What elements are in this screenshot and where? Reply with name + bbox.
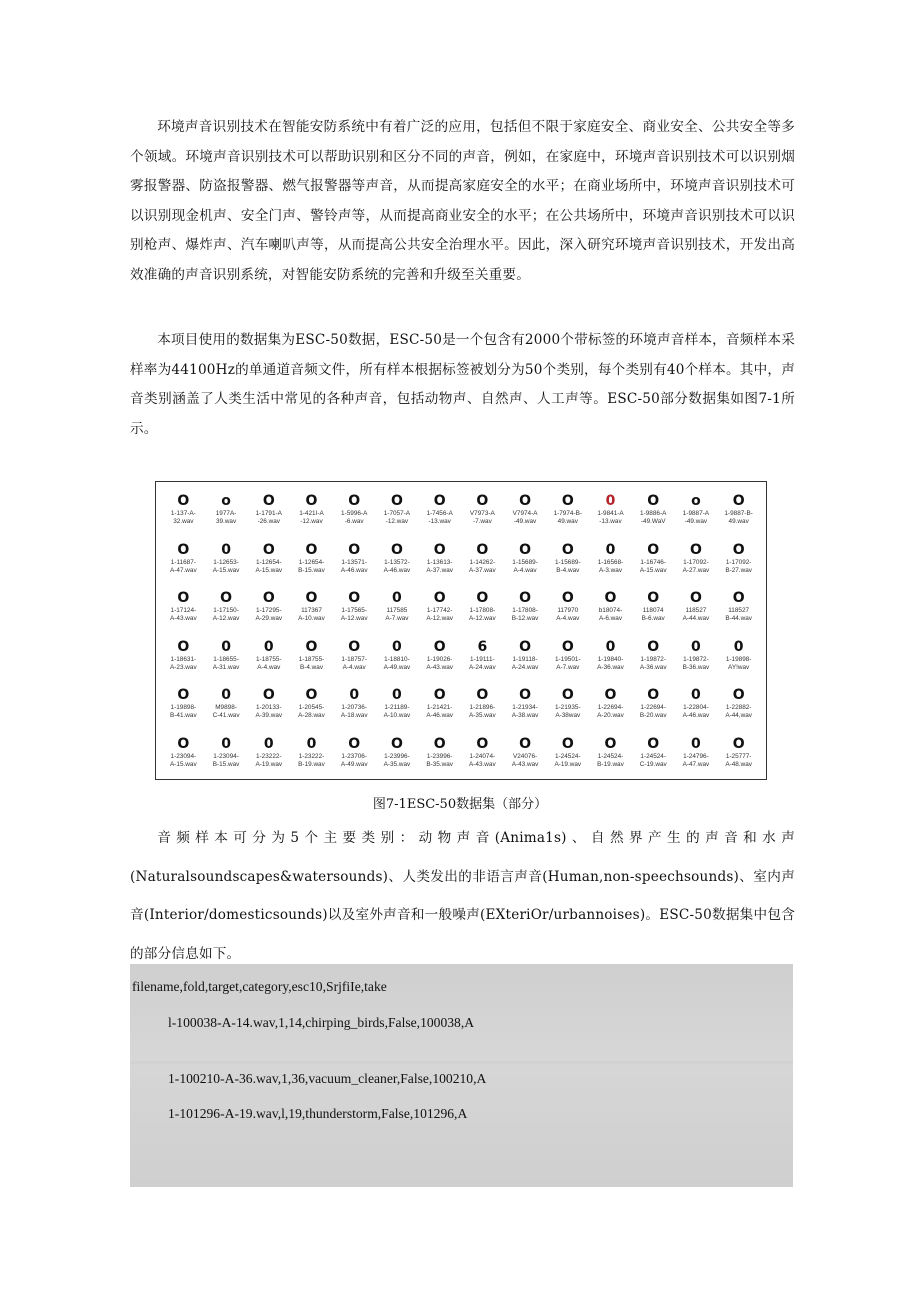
audio-file-icon: O	[519, 735, 532, 752]
audio-file-icon: O	[647, 493, 660, 509]
file-cell	[461, 492, 504, 541]
audio-file-icon: 0	[306, 735, 317, 752]
audio-file-icon: 0	[392, 687, 402, 703]
file-cell	[162, 541, 205, 590]
esc50-figure	[155, 481, 767, 780]
file-name: 1-21935- A-38wav	[554, 704, 581, 720]
file-name: 1-22694- B-20.wav	[639, 704, 667, 720]
file-name: 1-7974-B- 49.wav	[553, 510, 582, 526]
file-name: b18074- A-6.wav	[598, 607, 623, 623]
file-name: 1-12654- B-15.wav	[298, 558, 325, 574]
file-name: 1-24524- A-19.wav	[554, 752, 582, 768]
file-name: 1-9886-A -49.WaV	[640, 510, 667, 526]
audio-file-icon: O	[177, 638, 190, 655]
file-name: 1-23706- A-49.wav	[340, 752, 368, 768]
file-name: 1-12653- A-15.wav	[212, 558, 240, 574]
file-name: 1-23094- A-15.wav	[170, 752, 197, 768]
file-cell	[675, 686, 718, 735]
file-cell	[418, 735, 461, 784]
file-name: 1-17150- A-12.wav	[212, 607, 240, 623]
audio-file-icon: O	[604, 735, 617, 752]
audio-file-icon: O	[604, 590, 617, 606]
file-name: 1-23996- B-35.wav	[426, 752, 453, 768]
file-name: 1-17565- A-12.wav	[340, 607, 368, 623]
file-name: V7974-A -49.wav	[512, 510, 538, 526]
file-name: M9898- C-41.wav	[212, 704, 240, 720]
file-name: 1-18757- A-4.wav	[341, 655, 367, 671]
audio-file-icon: 6	[477, 638, 488, 655]
file-name: 1-23222- B-19.wav	[298, 752, 325, 768]
file-name: 1-18810- A-49.wav	[383, 655, 411, 671]
file-name: 1-22882- A-44,wav	[725, 704, 752, 720]
file-name: 1-17808- B-12.wav	[511, 607, 539, 623]
file-cell	[546, 638, 589, 687]
file-name: 1-1791-A -26.wav	[255, 510, 282, 526]
file-name: 1-24796- A-47.wav	[682, 752, 710, 768]
file-cell	[504, 735, 547, 784]
file-cell	[632, 589, 675, 638]
file-name: 1-22804- A-46.wav	[682, 704, 710, 720]
file-name: 1-19118- A-24.wav	[511, 655, 539, 671]
audio-file-icon: O	[519, 541, 532, 558]
file-name: 1-13613- A-37.wav	[426, 558, 453, 574]
file-cell	[546, 541, 589, 590]
file-name: 118074 B-6.wav	[641, 607, 665, 623]
audio-file-icon: O	[177, 493, 190, 509]
audio-file-icon: O	[647, 590, 660, 606]
audio-file-icon: O	[305, 638, 318, 655]
file-cell	[418, 541, 461, 590]
audio-file-icon: O	[476, 493, 489, 509]
file-cell	[162, 735, 205, 784]
audio-file-icon: O	[305, 687, 318, 703]
audio-file-icon: 0	[733, 638, 744, 655]
audio-file-icon: O	[519, 590, 532, 606]
file-name: 1977A- 39.wav	[215, 510, 237, 526]
file-cell	[461, 541, 504, 590]
file-name: 1-20133- A-39.wav	[255, 704, 283, 720]
file-name: 1-20736- A-18.wav	[340, 704, 368, 720]
audio-file-icon: O	[561, 590, 574, 606]
audio-file-icon: O	[433, 687, 446, 703]
audio-file-icon: O	[732, 493, 745, 509]
file-cell	[461, 686, 504, 735]
file-cell	[290, 492, 333, 541]
file-cell	[461, 735, 504, 784]
file-cell	[632, 492, 675, 541]
file-name: 1-21189- A-10.wav	[383, 704, 411, 720]
file-name: 1-25777- A-48.wav	[725, 752, 752, 768]
file-name: 1-19026- A-43.wav	[426, 655, 453, 671]
file-cell	[376, 686, 419, 735]
audio-file-icon: o	[221, 493, 231, 509]
file-name: 1-19872- B-36.wav	[682, 655, 710, 671]
file-name: V24076- A-43.wav	[511, 752, 539, 768]
file-cell	[376, 541, 419, 590]
file-cell	[333, 589, 376, 638]
file-cell	[504, 638, 547, 687]
audio-file-icon: O	[390, 541, 403, 558]
file-cell	[589, 735, 632, 784]
file-cell	[632, 541, 675, 590]
audio-file-icon: O	[177, 735, 190, 752]
file-cell	[376, 735, 419, 784]
file-cell	[162, 686, 205, 735]
file-cell	[504, 589, 547, 638]
audio-file-icon: O	[689, 541, 702, 558]
audio-file-icon: O	[348, 541, 361, 558]
file-name: 1-5996-A -6.wav	[341, 510, 368, 526]
audio-file-icon: O	[262, 541, 275, 558]
file-name: 1-15689- B-4.wav	[554, 558, 581, 574]
file-name: 1-16568- A-3.wav	[597, 558, 624, 574]
file-name: 1-24524- B-19.wav	[597, 752, 624, 768]
file-name: 1-19898- B-41.wav	[170, 704, 197, 720]
file-name: 1-21934- A-38.wav	[511, 704, 539, 720]
file-cell	[205, 735, 248, 784]
file-cell	[504, 492, 547, 541]
file-name: 1-137-A- 32.wav	[170, 510, 196, 526]
audio-file-icon: O	[433, 541, 446, 558]
file-cell	[546, 589, 589, 638]
file-name: 1-421I-A -12.wav	[299, 510, 324, 526]
file-name: 1-21896- A-35.wav	[469, 704, 496, 720]
audio-file-icon: O	[561, 493, 574, 509]
file-cell	[333, 492, 376, 541]
file-cell	[461, 589, 504, 638]
csv-row: 1-101296-A-19.wav,l,19,thunderstorm,False,101296,A	[168, 1106, 468, 1121]
audio-file-icon: O	[433, 638, 446, 655]
file-cell	[162, 589, 205, 638]
file-cell	[290, 589, 333, 638]
file-cell	[589, 638, 632, 687]
file-cell	[376, 589, 419, 638]
file-name: 118527 B-44.wav	[725, 607, 752, 623]
file-cell	[717, 492, 760, 541]
file-name: 1-17124- A-43.wav	[170, 607, 197, 623]
file-name: 1-11687- A-47.wav	[170, 558, 197, 574]
file-cell	[290, 541, 333, 590]
file-cell	[205, 492, 248, 541]
file-cell	[418, 589, 461, 638]
file-cell	[589, 492, 632, 541]
file-name: 1-13572- A-46.wav	[383, 558, 411, 574]
file-cell	[418, 638, 461, 687]
audio-file-icon: O	[262, 687, 275, 703]
audio-file-icon: O	[262, 590, 275, 606]
file-name: 1-23222- A-19.wav	[255, 752, 283, 768]
audio-file-icon: 0	[605, 541, 616, 558]
audio-file-icon: O	[262, 493, 275, 509]
audio-file-icon: O	[519, 638, 532, 655]
file-name: 1-17092- B-27.wav	[725, 558, 752, 574]
file-name: 1-19111- A-24.wav	[469, 655, 496, 671]
audio-file-icon: O	[647, 735, 660, 752]
audio-file-icon: O	[732, 687, 745, 703]
file-name: 1-17808- A-12.wav	[469, 607, 496, 623]
audio-file-icon: 0	[263, 735, 274, 752]
audio-file-icon: 0	[691, 735, 701, 752]
audio-file-icon: 0	[392, 638, 402, 655]
file-name: 1-14262- A-37.wav	[469, 558, 496, 574]
file-cell	[205, 686, 248, 735]
file-cell	[247, 735, 290, 784]
file-name: 1-13571- A-46.wav	[340, 558, 368, 574]
audio-file-icon: O	[647, 638, 660, 655]
file-cell	[162, 638, 205, 687]
audio-file-icon: O	[561, 687, 574, 703]
file-cell	[376, 638, 419, 687]
audio-file-icon: 0	[349, 687, 360, 703]
audio-file-icon: O	[732, 541, 745, 558]
audio-file-icon: O	[305, 493, 318, 509]
file-name: 1-18755- A-4.wav	[255, 655, 282, 671]
audio-file-icon: 0	[221, 638, 231, 655]
file-cell	[247, 541, 290, 590]
file-cell	[675, 492, 718, 541]
file-name: V7973-A -7.wav	[469, 510, 495, 526]
file-cell	[632, 735, 675, 784]
file-cell	[717, 686, 760, 735]
file-cell	[717, 735, 760, 784]
audio-file-icon: O	[689, 590, 702, 606]
file-cell	[333, 686, 376, 735]
file-cell	[290, 638, 333, 687]
file-name: 1-17742- A-12.wav	[426, 607, 453, 623]
file-name: 1-19501- A-7.wav	[554, 655, 581, 671]
file-name: 1-18631- A-23.wav	[170, 655, 197, 671]
audio-file-icon: O	[732, 590, 745, 606]
audio-file-icon: O	[647, 687, 660, 703]
file-cell	[717, 541, 760, 590]
file-name: 1-9887-A -49.wav	[682, 510, 710, 526]
file-name: 1-9887-B- 49.wav	[724, 510, 753, 526]
audio-file-icon: o	[691, 493, 701, 509]
file-name: 1-18655- A-31.wav	[212, 655, 240, 671]
file-cell	[333, 541, 376, 590]
audio-file-icon: O	[519, 493, 532, 509]
file-name: 1-22694- A-20.wav	[597, 704, 624, 720]
audio-file-icon: O	[390, 735, 403, 752]
audio-file-icon: 0	[605, 493, 616, 509]
file-cell	[546, 492, 589, 541]
audio-file-icon: 0	[221, 541, 231, 558]
file-name: 1-7456-A -13.wav	[426, 510, 453, 526]
file-cell	[461, 638, 504, 687]
audio-file-icon: O	[348, 590, 361, 606]
file-cell	[632, 638, 675, 687]
file-name: 1-19840- A-36.wav	[597, 655, 624, 671]
audio-file-icon: 0	[691, 638, 701, 655]
file-name: 1-24074- A-43.wav	[469, 752, 496, 768]
file-name: 1-17295- A-29.wav	[255, 607, 283, 623]
audio-file-icon: O	[647, 541, 660, 558]
audio-file-icon: O	[348, 638, 361, 655]
audio-file-icon: O	[177, 541, 190, 558]
file-name: 1-12654- A-15.wav	[255, 558, 283, 574]
audio-file-icon: 0	[221, 735, 231, 752]
audio-file-icon: O	[348, 735, 361, 752]
audio-file-icon: O	[476, 541, 489, 558]
file-cell	[589, 589, 632, 638]
audio-file-icon: 0	[392, 590, 402, 606]
file-cell	[333, 638, 376, 687]
file-name: 118527 A-44.wav	[682, 607, 710, 623]
file-cell	[247, 638, 290, 687]
figure-caption: 图7-1ESC-50数据集（部分）	[372, 797, 548, 812]
file-name: 1-21421- A-46.wav	[426, 704, 453, 720]
audio-file-icon: O	[476, 687, 489, 703]
file-name: 1-18755- B-4.wav	[298, 655, 325, 671]
audio-file-icon: O	[476, 735, 489, 752]
audio-file-icon: 0	[221, 687, 231, 703]
file-name: 1-16746- A-15.wav	[639, 558, 667, 574]
file-cell	[675, 589, 718, 638]
audio-file-icon: O	[177, 687, 190, 703]
file-name: 1-23094- B-15.wav	[212, 752, 240, 768]
file-cell	[418, 492, 461, 541]
file-cell	[162, 492, 205, 541]
csv-row: l-100038-A-14.wav,1,14,chirping_birds,False,100038,A	[168, 1015, 475, 1030]
csv-header-line: filename,fold,target,category,esc10,SrjfiIe,take	[132, 979, 387, 994]
file-cell	[247, 492, 290, 541]
file-cell	[546, 686, 589, 735]
audio-file-icon: 0	[605, 638, 616, 655]
file-cell	[290, 735, 333, 784]
file-cell	[589, 686, 632, 735]
file-cell	[205, 541, 248, 590]
audio-file-icon: O	[433, 735, 446, 752]
csv-row: 1-100210-A-36.wav,1,36,vacuum_cleaner,False,100210,A	[168, 1071, 487, 1086]
file-name: 1-19898- AY!wav	[725, 655, 752, 671]
audio-file-icon: O	[732, 735, 745, 752]
file-name: 1-23996- A-35.wav	[383, 752, 411, 768]
file-cell	[205, 589, 248, 638]
file-cell	[546, 735, 589, 784]
file-cell	[504, 541, 547, 590]
audio-file-icon: O	[604, 687, 617, 703]
dataset-paragraph: 本项目使用的数据集为ESC-50数据，ESC-50是一个包含有2000个带标签的环境声音样本，音频样本采样率为44100Hz的单通道音频文件，所有样本根据标签被划分为50个类别，每个类别有40个样本。其中，声音类别涵盖了人类生活中常见的各种声音，包括动物声、自然声、人工声等。ESC-50部分数据集如图7-1所示。	[130, 332, 795, 437]
file-name: 117970 A-4.wav	[556, 607, 580, 623]
file-name: 1-7057-A -12.wav	[383, 510, 411, 526]
audio-file-icon: 0	[263, 638, 274, 655]
file-name: 1-20545- A-28.wav	[298, 704, 325, 720]
audio-file-icon: O	[433, 493, 446, 509]
audio-file-icon: 0	[691, 687, 701, 703]
file-name: 1-24524- C-19.wav	[639, 752, 667, 768]
file-cell	[290, 686, 333, 735]
file-cell	[717, 589, 760, 638]
audio-file-icon: O	[561, 541, 574, 558]
file-cell	[205, 638, 248, 687]
audio-file-icon: O	[305, 590, 318, 606]
audio-file-icon: O	[305, 541, 318, 558]
file-cell	[632, 686, 675, 735]
file-cell	[247, 686, 290, 735]
file-name: 117367 A-10.wav	[298, 607, 325, 623]
file-cell	[376, 492, 419, 541]
audio-file-icon: O	[561, 638, 574, 655]
file-name: 1-15689- A-4.wav	[512, 558, 538, 574]
csv-code-block	[130, 964, 793, 1187]
audio-file-icon: O	[561, 735, 574, 752]
file-grid	[162, 492, 760, 783]
categories-paragraph: 音频样本可分为5个主要类别：动物声音(Anima1s)、自然界产生的声音和水声(Naturalsoundscapes&watersounds)、人类发出的非语言声音(Human,non-speechsounds)、室内声音(Interior/domesticsounds)以及室外声音和一般噪声(EXteriOr/urbannoises)。ESC-50数据集中包含的部分信息如下。	[130, 830, 795, 962]
file-cell	[675, 735, 718, 784]
file-cell	[333, 735, 376, 784]
audio-file-icon: O	[476, 590, 489, 606]
file-cell	[717, 638, 760, 687]
audio-file-icon: O	[519, 687, 532, 703]
audio-file-icon: O	[348, 493, 361, 509]
file-name: 1-17092- A-27.wav	[682, 558, 710, 574]
audio-file-icon: O	[177, 590, 190, 606]
audio-file-icon: O	[220, 590, 233, 606]
file-name: 1-9841-A -13.wav	[597, 510, 624, 526]
file-name: 1-19872- A-36.wav	[639, 655, 667, 671]
file-name: 117585 A-7.wav	[385, 607, 409, 623]
file-cell	[589, 541, 632, 590]
file-cell	[675, 638, 718, 687]
file-cell	[418, 686, 461, 735]
file-cell	[675, 541, 718, 590]
file-cell	[504, 686, 547, 735]
audio-file-icon: O	[433, 590, 446, 606]
audio-file-icon: O	[390, 493, 403, 509]
file-cell	[247, 589, 290, 638]
intro-paragraph: 环境声音识别技术在智能安防系统中有着广泛的应用，包括但不限于家庭安全、商业安全、公共安全等多个领域。环境声音识别技术可以帮助识别和区分不同的声音，例如，在家庭中，环境声音识别技术可以识别烟雾报警器、防盗报警器、燃气报警器等声音，从而提高家庭安全的水平；在商业场所中，环境声音识别技术可以识别现金机声、安全门声、警铃声等，从而提高商业安全的水平；在公共场所中，环境声音识别技术可以识别枪声、爆炸声、汽车喇叭声等，从而提高公共安全治理水平。因此，深入研究环境声音识别技术，开发出高效准确的声音识别系统，对智能安防系统的完善和升级至关重要。	[130, 119, 795, 283]
